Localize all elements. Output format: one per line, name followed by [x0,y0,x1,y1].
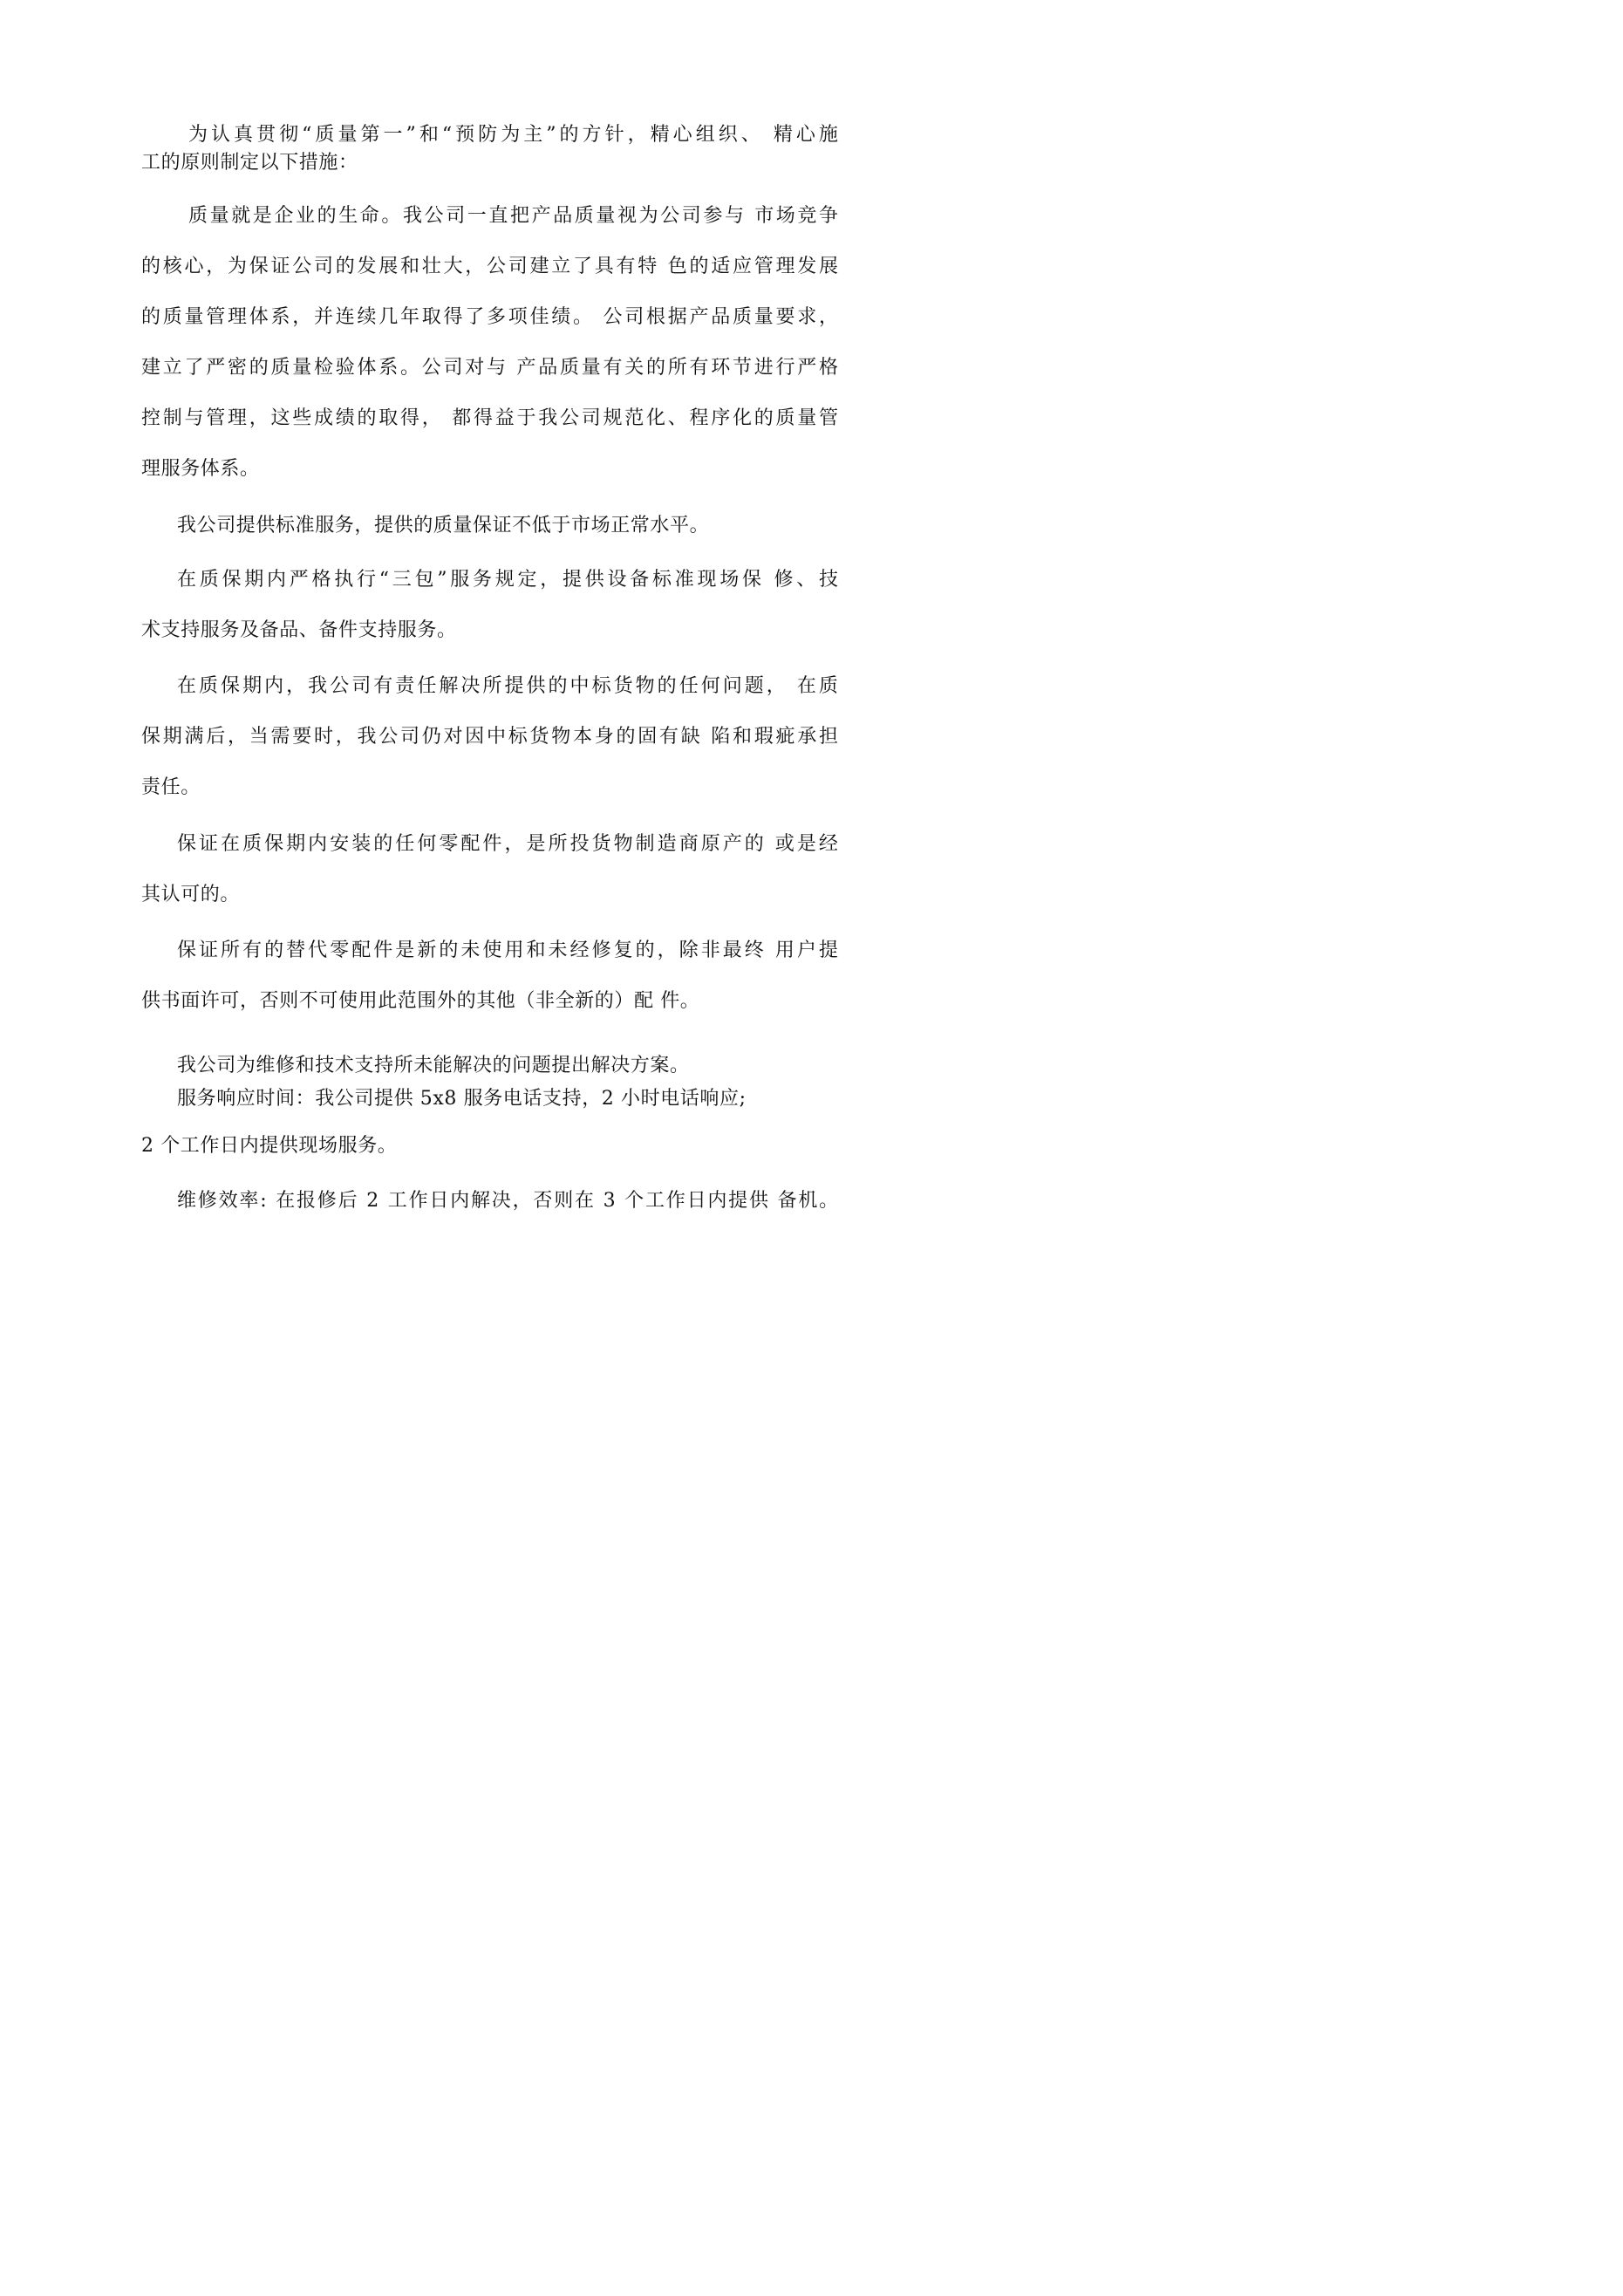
text-line-13: 保期满后，当需要时，我公司仍对因中标货物本身的固有缺 陷和瑕疵承担 [141,726,841,748]
text-line-20: 服务响应时间：我公司提供 5x8 服务电话支持，2 小时电话响应; [177,1088,747,1110]
text-line-19: 我公司为维修和技术支持所未能解决的问题提出解决方案。 [177,1055,690,1076]
text-line-7: 控制与管理，这些成绩的取得， 都得益于我公司规范化、程序化的质量管 [141,407,841,429]
document-page [0,0,966,1367]
text-line-8: 理服务体系。 [141,458,260,480]
text-line-9: 我公司提供标准服务，提供的质量保证不低于市场正常水平。 [177,515,710,536]
text-line-12: 在质保期内，我公司有责任解决所提供的中标货物的任何问题， 在质 [177,675,841,697]
text-line-17: 保证所有的替代零配件是新的未使用和未经修复的，除非最终 用户提 [177,940,841,961]
text-line-2: 工的原则制定以下措施： [141,152,358,174]
text-line-16: 其认可的。 [141,884,241,905]
text-line-15: 保证在质保期内安装的任何零配件，是所投货物制造商原产的 或是经 [177,833,841,855]
text-line-5: 的质量管理体系，并连续几年取得了多项佳绩。 公司根据产品质量要求， [141,306,841,328]
text-line-3: 质量就是企业的生命。我公司一直把产品质量视为公司参与 市场竞争 [188,205,841,227]
text-line-6: 建立了严密的质量检验体系。公司对与 产品质量有关的所有环节进行严格 [141,357,841,379]
text-line-14: 责任。 [141,776,201,798]
text-line-4: 的核心，为保证公司的发展和壮大，公司建立了具有特 色的适应管理发展 [141,256,841,277]
text-line-11: 术支持服务及备品、备件支持服务。 [141,619,457,641]
text-line-18: 供书面许可，否则不可使用此范围外的其他（非全新的）配 件。 [141,990,700,1012]
text-line-21: 2 个工作日内提供现场服务。 [141,1135,398,1157]
text-line-10: 在质保期内严格执行“三包”服务规定，提供设备标准现场保 修、技 [177,569,842,591]
text-line-1: 为认真贯彻“质量第一”和“预防为主”的方针，精心组织、 精心施 [188,124,842,146]
text-line-22: 维修效率: 在报修后 2 工作日内解决，否则在 3 个工作日内提供 备机。 [177,1190,840,1212]
